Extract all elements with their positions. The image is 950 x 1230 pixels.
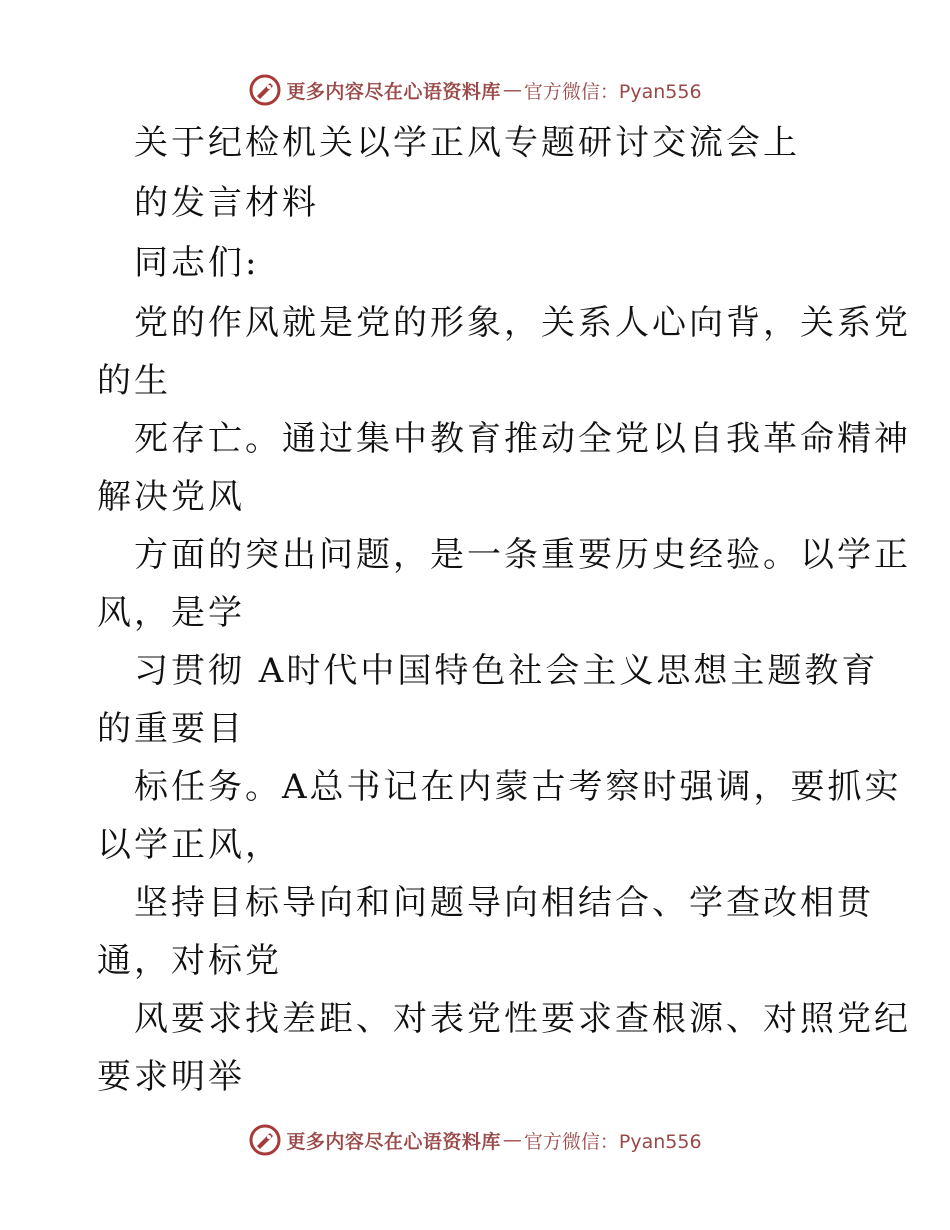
watermark-wechat: 官方微信：Pyan556 bbox=[523, 80, 702, 103]
footer-watermark-banner bbox=[0, 1120, 950, 1160]
paragraph-line: 死存亡。通过集中教育推动全党以自我革命精神 bbox=[134, 419, 911, 459]
watermark-text: 更多内容尽在心语资料库 bbox=[286, 80, 501, 103]
pen-nib-logo-icon bbox=[248, 73, 282, 107]
salutation: 同志们: bbox=[134, 243, 260, 283]
paragraph-line: 习贯彻 A时代中国特色社会主义思想主题教育 bbox=[134, 651, 879, 691]
paragraph-line: 通，对标党 bbox=[97, 941, 282, 981]
paragraph-line: 的重要目 bbox=[97, 709, 245, 749]
pen-nib-logo-icon bbox=[248, 1123, 282, 1157]
header-watermark-banner bbox=[0, 70, 950, 110]
paragraph-line: 坚持目标导向和问题导向相结合、学查改相贯 bbox=[134, 883, 874, 923]
paragraph-line: 风，是学 bbox=[97, 593, 245, 633]
paragraph-line: 党的作风就是党的形象，关系人心向背，关系党 bbox=[134, 303, 911, 343]
paragraph-line: 以学正风， bbox=[97, 825, 282, 865]
watermark-separator: — bbox=[502, 1129, 522, 1151]
paragraph-line: 风要求找差距、对表党性要求查根源、对照党纪 bbox=[134, 999, 911, 1039]
paragraph-line: 的生 bbox=[97, 361, 171, 401]
watermark-wechat: 官方微信：Pyan556 bbox=[523, 1130, 702, 1153]
document-title-line-1: 关于纪检机关以学正风专题研讨交流会上 bbox=[134, 123, 800, 163]
paragraph-line: 要求明举 bbox=[97, 1057, 245, 1097]
paragraph-line: 标任务。A总书记在内蒙古考察时强调，要抓实 bbox=[134, 767, 902, 807]
watermark-text: 更多内容尽在心语资料库 bbox=[286, 1130, 501, 1153]
watermark-separator: — bbox=[502, 79, 522, 101]
paragraph-line: 解决党风 bbox=[97, 477, 245, 517]
paragraph-line: 方面的突出问题，是一条重要历史经验。以学正 bbox=[134, 535, 911, 575]
document-title-line-2: 的发言材料 bbox=[134, 183, 319, 223]
